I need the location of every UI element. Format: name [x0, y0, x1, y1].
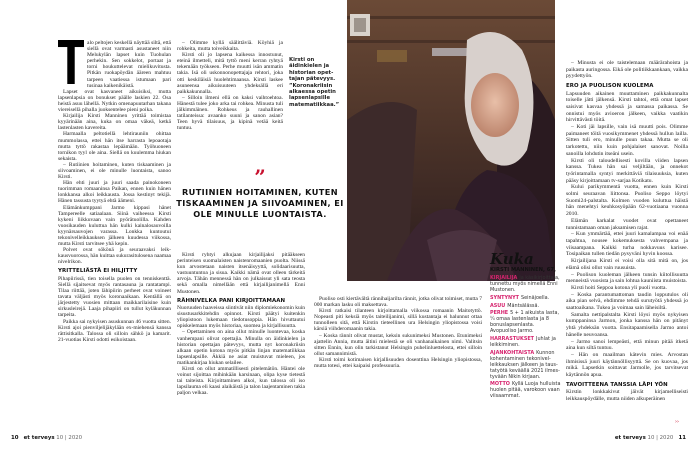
paragraph: – Hän on maailman kätevin mies. Arvostan ihmisissä juuri käytännöllisyyttä. Se on kuovaa, jos mikä. Lapsetkin soittavat Jarmolle, jos tarvitsevat käytännön apua. [566, 351, 688, 379]
paragraph: Lapset ovat kasvaneet aikuisiksi, mutta lapsenlapsia on bonukset päälle laskien 22. Osa heistä asuu lähellä. Nytkin omenapuutarhan takana viereisellä pihalla juoksentelee pieni poika. [58, 88, 171, 114]
fact-text: Juhlat ja leikkiminen. [490, 336, 556, 348]
fact-text: 5 + 1 aikuista lasta, ¼ omaa lastenlasta ja 8 bonuslapsenlasta. Avopuoliso Jarmo. [490, 310, 559, 335]
fact-label: ASUU [490, 302, 506, 309]
paragraph: Kirjailija Kirsti Manninen yrittää toimistaa kyyärinään aina, kuka on omaa väkeä, ketkä lastenlasten kavereita. [58, 113, 171, 132]
article-column-2-top [177, 40, 283, 131]
footer-right [615, 435, 686, 441]
fact-text: Mäntsälässä. [507, 302, 540, 309]
fact-item [490, 351, 561, 381]
fact-item [490, 276, 561, 294]
footer-left [11, 435, 82, 441]
fact-text: Kyllä Luoja hulluista huolen pitää, varokoon vaan viisaammat. [490, 381, 561, 400]
pull-quote-text: RUTIINIEN HOITAMINEN, KUTEN TISKAAMINEN JA SIIVOAMINEN, EI OLE MINULLE LUONTAISTA. [176, 187, 344, 219]
photo-caption: Kirsti on äidinkielen ja historian opettajan pätevyys. ”Koronakriisin alkaessa opetin lapsenlapsille matematiikkaa.” [289, 57, 340, 108]
paragraph: Polvet ovat sökönä ja seuraavaksi leikkausvuorossa, hän kuittaa sukurasitulosena naamaa nivelrikon. [58, 247, 171, 266]
section-heading: TAVOITTEENA TANSSIA LÄPI YÖN [566, 381, 668, 388]
portrait-photo [347, 0, 555, 281]
issue-number: 10 | 2020 [647, 435, 674, 441]
paragraph: – Silloin ilmeni ellä on kaksi vaihtoehtoa. Hänestä tulee joko arka tai rohkea. Minusta tuli jälkimmäinen. Rohkeus ja rauhallinen tatilanteissa: avaanko suuni ja sanon asian? Teen hyvä tilaisuus, ja kipinä vetää keitä tuntuu. [177, 94, 283, 132]
paragraph: – Jarmo sanoi lempeästi, että minun pitää itketä aina kun siltä tuntuu. [566, 338, 688, 352]
issue-number: 10 | 2020 [56, 435, 83, 441]
article-column-3 [314, 296, 482, 369]
paragraph: Pihapiirissä, tien toisella puolen on tenniskenttä. Siellä sijaitsevat myös rantasauna ja rantatampi. Tilaa riittää, joten lähipiirin perheet ovat voineet tavata väljästi myös koronaaikaan. Kentällä on järjestetty vuosien mittaan maikkarilaisine kuin sirkusleirejä. Laaja pihapiiri on tullut kyläkunnan tarpeita. [58, 275, 171, 319]
paragraph: – Minusta ei ole taistelemaan määrärahoista ja paikasta auringossa. Eikä ole politiikkaankaan, vaikka pyydettyön. [566, 60, 688, 80]
section-heading: RÄHNIVELKA PANI KIRJOITTAMAAN [177, 297, 286, 304]
paragraph: Kirstin lonkkakivut jäivät kirjamelliseisti leikkauspöydälle, mutta niiden alkuperäinen [566, 389, 688, 402]
paragraph: Kirsti on ollut ammatillisesti pitelemätön. Häntei ole voinut sijoittaa mihinkään karsinaan, olipa kyse tietestä tai taiteista. Kirjoittaminen alkoi, kun talossa oli iso lapsilauma eli kaasi alaikäistä ja talon laajentaminen takia paljon velkaa. [177, 366, 305, 397]
paragraph: Kirsti toimi kotimaisen kirjallisuuden dosenttina Helsingin yliopistossa, mutta totesi, ettei kaipaisi professuuria. [314, 356, 482, 370]
fact-item [490, 382, 561, 400]
paragraph: – Olimme kyllä säälittäviä. Köyhiä ja rohkeita, mutta toiveikkaita. [177, 40, 283, 53]
fact-text: Seinäjoella. [521, 294, 550, 301]
pull-quote [176, 165, 344, 219]
paragraph: Kirsti ryhtyi alkujaan kirjailijaksi pitääkseen perinteisen suomalaisten naistenromaanien puolta. Niissä kun arvostetaan naisten itsenäisyyttä, solidaarisuutta, vastuuntuntoa ja sisua. Kaikki nämä ovat olleen tärkeitä arvoja. Tähän mennessä hän on julkaissut yli sata teosta sekä omalla nimellään että kirjailijanimellä Enni Mustonen. [177, 252, 305, 295]
magazine-name: et terveys [614, 435, 646, 441]
quote-mark-icon: ” [254, 165, 266, 189]
paragraph: Elämänkumppani Jarmo kippasi hänet Tampereelle satiaalaan. Siinä vaiheessa Kirsti kykeni liikkuvaan vain pyörätuolilla. Kahden vuosikauden kuluttua hän kulki kainalosauvoilla kyynärsauvojen varassa. Lonkka kuntoutui tekonivelleikkauksen jälkeen kuudessa viikossa, mutta Kirsti tarvitsee yhä kepin. [58, 204, 171, 248]
fact-box [490, 252, 561, 402]
section-heading: ERO JA PUOLISON KUOLEMA [566, 83, 654, 90]
paragraph: – Opettaminen on aina ollut minulle luontevaa, koska vanhempani olivat opettajia. Minulla on äidinkielen ja historian opettajan pätevyys, mutta nyt koronakriisin alkaan opetin kotona myös pitkän linjan matematiikkaa lapsenlapsille. Äkkiä ne asiat muistuvat mieleen, jos matikankirjaa hiukan selailee. [177, 329, 305, 366]
fact-label: AJANKOHTAISTA [490, 349, 535, 356]
paragraph: Kirsti hoiti Seppoa kotona yli puoli vuotta. [571, 284, 667, 291]
fact-label: SYNTYNYT [490, 294, 520, 301]
fact-text: ja käsikirjoittaja, tunnettu myös nimellä Enni Mustonen. [490, 274, 560, 293]
fact-label: KIRJAILIJA [490, 274, 518, 281]
fact-item [490, 311, 561, 335]
paragraph: Harmaalla peltotiellä lehtirauniin ohittaa mummolassa, ettei hän itse harrasta lepoaotaja mutta tyttö rakastaa lepäämään. Työhuoneen tornikon tyyl ole aina. Siellä on kuulemma hiukan sekaista. [58, 131, 171, 162]
paragraph: Kirsti oli jo lapsena kaikessa innostunut, eteinä ilmetteli, mitä tyttö meni kerran ryhtyä tekemään työkseen. Perhe muutti isän ammatin takia. Isä oli uskonnonopettajaja rehtori, joka otti keskiläisiä huolehtimaansa. Kirsti laskee asuneensa aikuisuuteen yhdeksällä eri paikkakunnalla. [177, 52, 283, 95]
paragraph: Kirsti ratkaisi tilanteen kirjoittamalla viikossa romaanin Maitotyttö. Nopeasti piti keksiä myös taiteilijanimi, sillä kustantaja ei halunnut ottaa tunnolleen sitä, että Kirstin tieteellinen ura Helsingin yliopistossa voisi kärsiä viihderomaanin takia. [314, 308, 482, 333]
fact-text: Kunnon kohentaminen tekonivelleikkauksen jälkeen ja taustatyötä keväällä 2021 ilmestyvään Nikin kirjaan. [490, 349, 560, 380]
article-column-2-bottom [177, 252, 305, 396]
paragraph: Samalta nettipalstalta Kirsti löysi myös nykyisen kumppaninsa Jarmon, jonka kanssa hän on pitänyt yhtä yhdeksän vuotta. Ensitapaamisella Jarmo antoi hänelle neuvoansa. [566, 311, 688, 338]
paragraph: – Koska rännit olivat mustat, keksin sukunimeksi Mustonen. Etunimeksi ajattelin Annia, mutta äitini mielestä se oli vanhanaikainen nimi. Valitsin sitten Ennin, kun olin tarkistanut Helsingin puhelinluettelosta, ettei silloin ollut samannimistä. [314, 332, 482, 357]
fact-label: PERHE [490, 310, 509, 317]
paragraph: Kului parikymmentä vuotta, ennen kuin Kirsti solmi seuraavan liittonsa. Puoliso Seppo löytyi Suomi24-palstalta. Kolmen vuoden kuluttua häistä hän menehtyi keuhkosyöpään 62-vuotiaana vuonna 2010. [566, 184, 688, 218]
paragraph: Kirjailijana Kirsti ei voisi olla sitä mitä on, jos elämä olisi ollut vain ruusuista. [566, 258, 688, 271]
paragraph: Nuoruuden haaveissa siintivät niin diplomiekonomin kuin sisustusarkkitehdin opinnot. Kirsti päätyi kuitenkin yliopistoon lukemaan tiedotusoppia. Hän hivuttautui opiskelemaan myös historiaa, suomea ja kirjallisuutta. [177, 305, 305, 330]
paragraph: Puoliso osti kiertävältä rännihaijarilta rännit, jotka olivat toimiset, mutta 7 000 markan lasku oli maksettava. [314, 296, 482, 309]
article-column-1 [58, 40, 171, 343]
paragraph: – Kun ymmärtää, ettei juuri kamalampaa voi enää tapahtua, nousee kokemuksesta vahvempana ja viisaampana. Kaikki turha nokkavuus karisee. Tosipaikan tullen tiedän pysyväni hyvin koossa. [566, 231, 688, 258]
page-number: 10 [11, 435, 19, 441]
paragraph: Kirsti oli taloudellisesti kovilla viiden lapsen kanssa. Tukea hän sai veljiltään, ja onnekot työrintamalla syntyi merkittäviä tilaisuuksia, kuten pääsy kirjoittamaan tv-sarjaa Kotikatu. [566, 157, 688, 184]
magazine-name: et terveys [23, 435, 55, 441]
fact-box-title: Kuka [490, 250, 534, 268]
section-heading: YRITTELIÄSTÄ EI HILJITTY [58, 268, 138, 275]
page-number: 11 [678, 435, 686, 441]
paragraph: – Koska parantumattoman taudin lopputulos oli aika pian selvä, ehdimme tehdä surutyötä yhdessä jo saattoaikana. Tukea ja voimaa sain läheisiltä. [566, 291, 688, 312]
fact-box-name: KIRSTI MANNINEN, 67, [490, 267, 556, 273]
paragraph: Paikka sai nykyisen asuskunnan 46 vuotta sitten. Kirsti ajoi pienviljelijäkylään ex-miehensä kanssa rättisitkalla. Talossa oli silloin sähkö ja kamarit. 21-vuotias Kirsti odotti esikoistaan. [58, 318, 171, 343]
fact-item [490, 296, 561, 302]
article-column-4 [566, 60, 688, 426]
paragraph: Hän ehti juuri ja juuri saada painokoneen tuorimman romaaninsa Paikan, ennen kuin hänen lonkkansa alkoi leikkausta. Jossa kestinyt tekijä. Hänen tassusta tyytyä ehtä äämeni. [58, 180, 171, 205]
paragraph: Lapsuuden aikainen muuttaminen paikkakunnalta toiselle jätti jälkensä. Kirsti tahtoi, että omat lapset saisivat kasvaa yhdessä ja samassa paikassa. Se onnistui myös avioeron jälkeen, vaikka vaatikin hirvittävästi töitä. [566, 90, 688, 124]
fact-label: HARRASTUKSET [490, 336, 535, 343]
paragraph: Elämän karkalat vuodet ovat opettaneet tunnistamaan oman jaksamisen rajat. [566, 217, 688, 231]
fact-item [490, 304, 561, 310]
paragraph: – Koti jäi lapsille, vain isä muutti pois. Olimme paimaneet töitä vuosikymmenet yhdessä hullun lailla. Sitten tuli ero, minulle puun takaa. Mutta se oli tarkotettu, niin kuin pohjalaiset sanovat. Noilla sanoilla lohdutin itseäni usein. [566, 124, 688, 157]
continued-marker: ›› [675, 419, 679, 425]
paragraph: – Puolison kuoleman jälkeen tunsin kiitollisuutta menneistä vuosista ja sain lohtua kauniista muistoista. [566, 271, 688, 285]
fact-item [490, 337, 561, 349]
paragraph: alo peltojen keskellä näyttää siltä, että siellä ovat varmasti asustaneet niin Melukylän lapset kuin Tuohulan perhekin. Sen sokkelot, portaat ja torni houkuttelevat mielikuvitusta. Pitkän ruokapöydän ääreen mahtuu tarpeen vaatiessa istumaan pari tusinaa kaikenikäistä. [87, 40, 171, 89]
paragraph: – Rutiinien hoitaminen, kuten tiskaaminen ja siivoaminen, ei ole minulle luontaista, sanoo Kirsti. [58, 161, 171, 181]
fact-label: MOTTO [490, 381, 510, 388]
